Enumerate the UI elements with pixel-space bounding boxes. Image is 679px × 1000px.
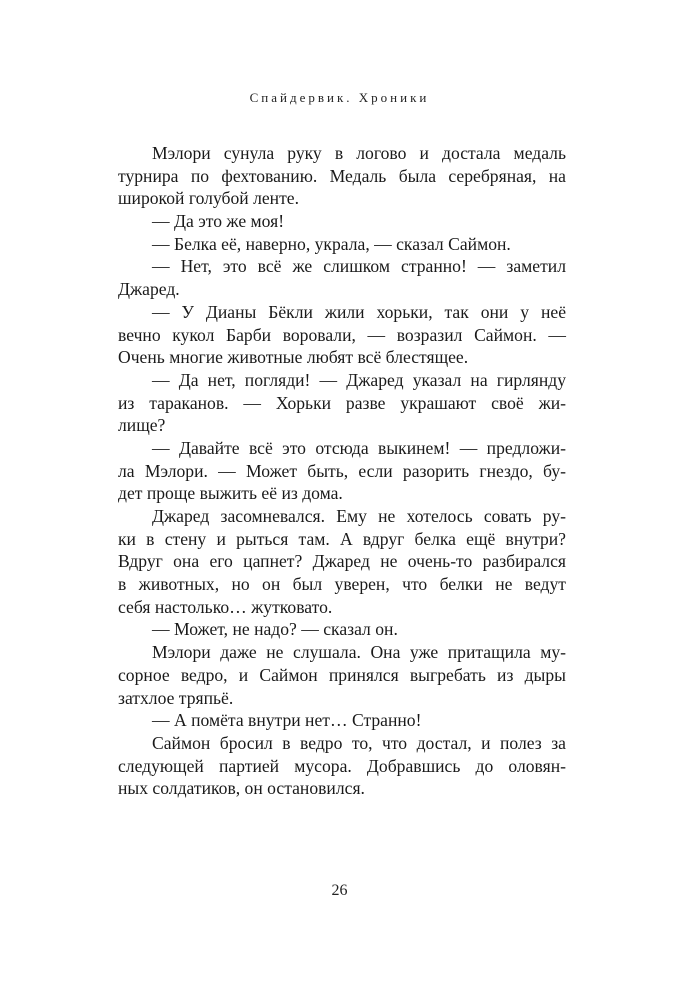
text-line: — Белка её, наверно, украла, — сказал Саймон. — [152, 233, 511, 254]
text-line: Вдруг она его цапнет? Джаред не очень-то разбирался — [118, 551, 566, 572]
text-line: — У Дианы Бёкли жили хорьки, так они у неё — [152, 301, 566, 322]
page-number: 26 — [331, 882, 348, 899]
body-text — [118, 142, 566, 800]
text-line: Джаред. — [118, 279, 180, 300]
text-line: широкой голубой ленте. — [118, 188, 299, 209]
text-line: турнира по фехтованию. Медаль была серебряная, на — [118, 165, 566, 186]
text-line: из тараканов. — Хорьки разве украшают своё жи- — [118, 392, 566, 413]
text-line: себя настолько… жутковато. — [118, 596, 333, 617]
text-line: ных солдатиков, он остановился. — [118, 778, 365, 799]
text-line: — Давайте всё это отсюда выкинем! — предложи- — [152, 437, 566, 458]
text-line: — Да нет, погляди! — Джаред указал на гирлянду — [152, 369, 566, 390]
text-line: — Да это же моя! — [152, 211, 285, 232]
text-line: в животных, но он был уверен, что белки не ведут — [118, 574, 566, 595]
text-line: Мэлори даже не слушала. Она уже притащила му- — [152, 642, 566, 663]
text-line: вечно кукол Барби воровали, — возразил Саймон. — — [118, 324, 566, 345]
text-line: Джаред засомневался. Ему не хотелось совать ру- — [152, 506, 566, 526]
text-line: — А помёта внутри нет… Странно! — [152, 710, 422, 731]
text-line: — Может, не надо? — сказал он. — [152, 619, 398, 640]
text-line: Мэлори сунула руку в логово и достала медаль — [152, 143, 566, 163]
text-line: сорное ведро, и Саймон принялся выгребать из дыры — [118, 664, 566, 685]
text-line: лище? — [118, 415, 166, 436]
text-line: — Нет, это всё же слишком странно! — заметил — [152, 256, 566, 277]
running-head: Спайдервик. Хроники — [249, 90, 430, 105]
text-line: Саймон бросил в ведро то, что достал, и полез за — [152, 732, 566, 753]
text-line: дет проще выжить её из дома. — [118, 483, 343, 504]
text-line: следующей партией мусора. Добравшись до оловян- — [118, 755, 566, 776]
text-line: затхлое тряпьё. — [118, 687, 234, 708]
text-line: Очень многие животные любят всё блестящее. — [118, 347, 469, 368]
text-line: ла Мэлори. — Может быть, если разорить гнездо, бу- — [118, 460, 566, 481]
text-line: ки в стену и рыться там. А вдруг белка ещё внутри? — [118, 528, 566, 549]
